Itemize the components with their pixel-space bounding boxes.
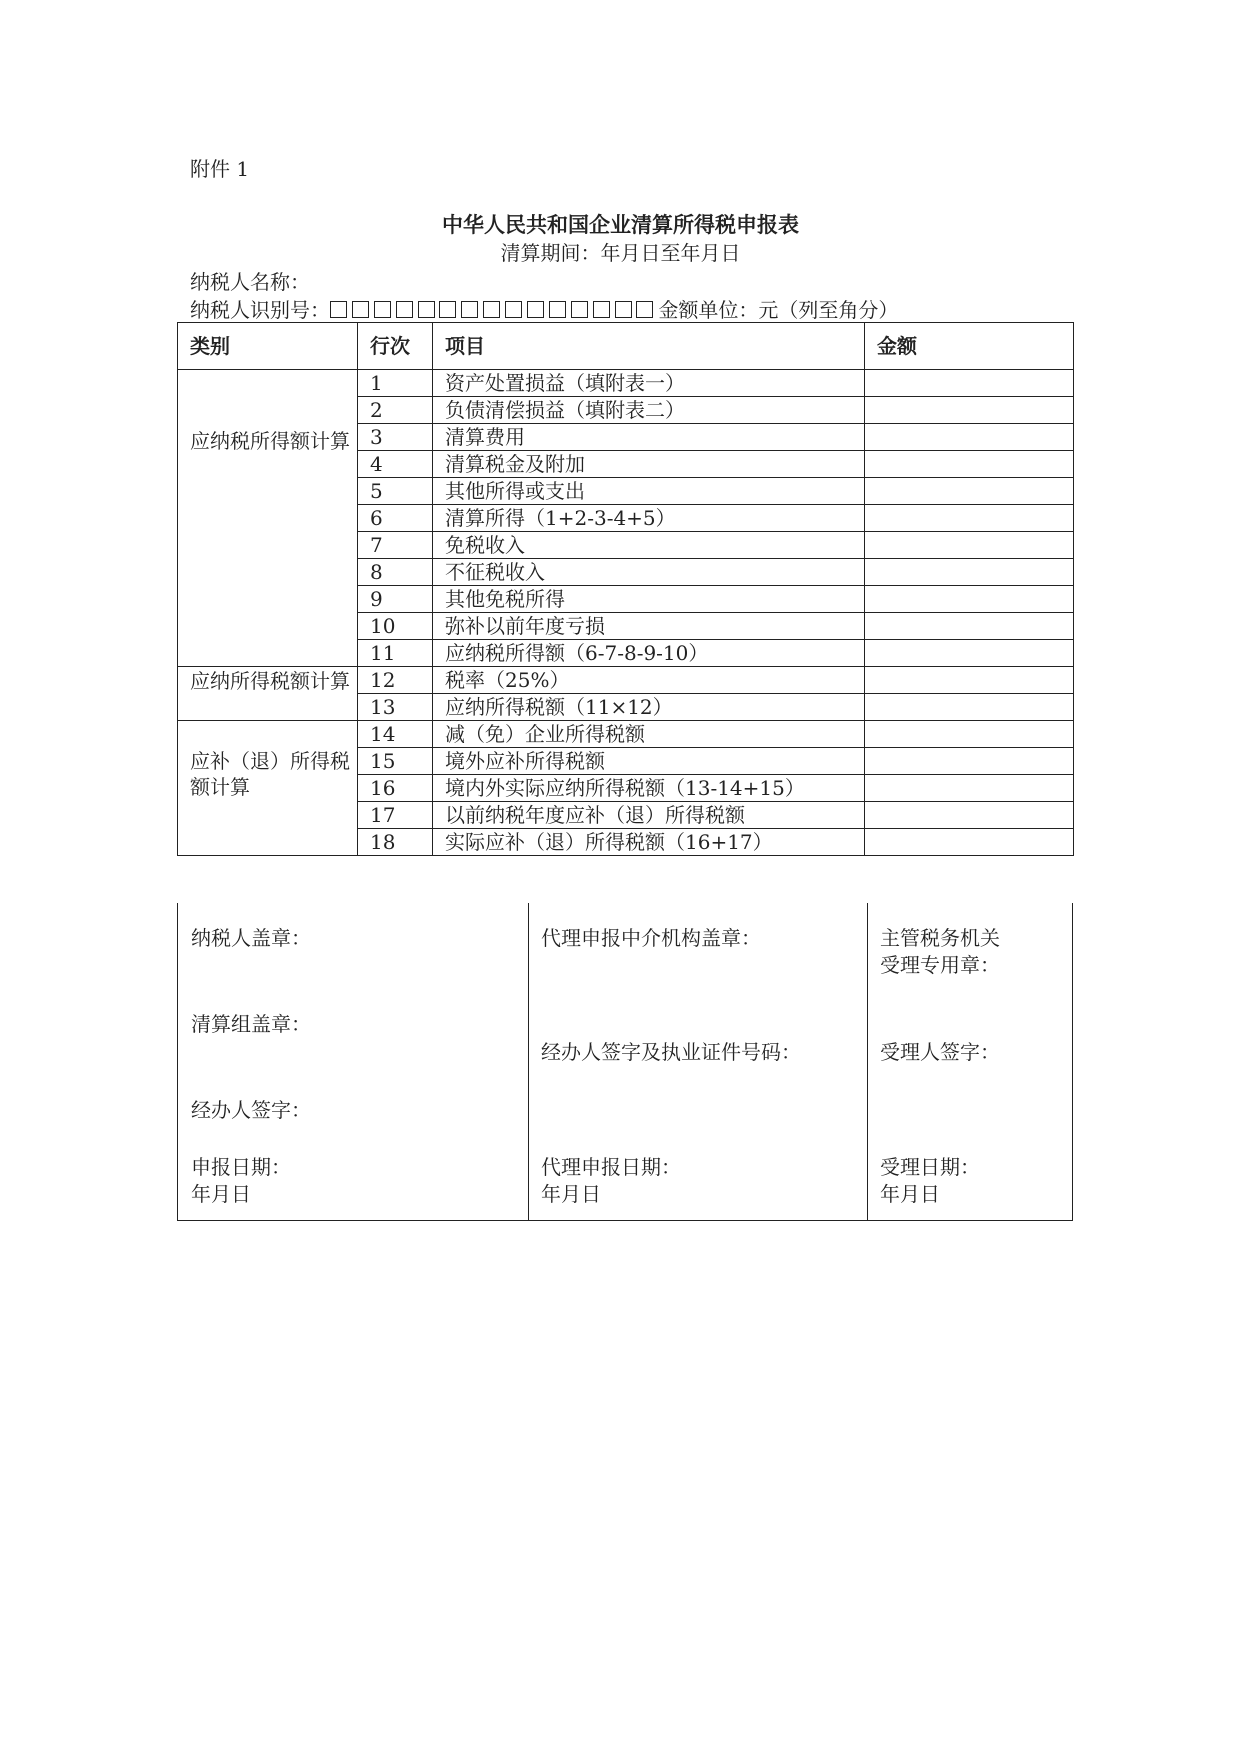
agent-date-value: 年月日 bbox=[541, 1182, 601, 1206]
declaration-date-value: 年月日 bbox=[191, 1182, 251, 1206]
line-no-cell: 14 bbox=[358, 721, 433, 748]
item-cell: 以前纳税年度应补（退）所得税额 bbox=[433, 802, 865, 829]
item-cell: 清算费用 bbox=[433, 424, 865, 451]
item-cell: 境内外实际应纳所得税额（13-14+15） bbox=[433, 775, 865, 802]
taxpayer-id-digit-box[interactable] bbox=[527, 301, 544, 318]
amount-cell[interactable] bbox=[865, 775, 1074, 802]
item-cell: 应纳所得税额（11×12） bbox=[433, 694, 865, 721]
amount-cell[interactable] bbox=[865, 748, 1074, 775]
item-cell: 清算税金及附加 bbox=[433, 451, 865, 478]
line-no-cell: 18 bbox=[358, 829, 433, 856]
taxpayer-id-digit-box[interactable] bbox=[461, 301, 478, 318]
taxpayer-id-digit-box[interactable] bbox=[593, 301, 610, 318]
category-cell: 应纳税所得额计算 bbox=[178, 370, 358, 667]
receiver-sign-label: 受理人签字： bbox=[880, 1040, 1000, 1064]
taxpayer-seal-label: 纳税人盖章： bbox=[191, 926, 311, 950]
declaration-table bbox=[177, 322, 1074, 856]
taxpayer-id-digit-box[interactable] bbox=[352, 301, 369, 318]
table-row bbox=[178, 721, 1074, 748]
category-cell: 应纳所得税额计算 bbox=[178, 667, 358, 721]
line-no-cell: 4 bbox=[358, 451, 433, 478]
amount-cell[interactable] bbox=[865, 829, 1074, 856]
line-no-cell: 8 bbox=[358, 559, 433, 586]
line-no-cell: 2 bbox=[358, 397, 433, 424]
amount-cell[interactable] bbox=[865, 478, 1074, 505]
amount-cell[interactable] bbox=[865, 640, 1074, 667]
receipt-date-value: 年月日 bbox=[880, 1182, 940, 1206]
item-cell: 弥补以前年度亏损 bbox=[433, 613, 865, 640]
amount-cell[interactable] bbox=[865, 505, 1074, 532]
item-cell: 境外应补所得税额 bbox=[433, 748, 865, 775]
taxpayer-id-boxes[interactable] bbox=[330, 298, 658, 322]
taxpayer-name-label: 纳税人名称： bbox=[190, 270, 310, 294]
table-row bbox=[178, 667, 1074, 694]
amount-cell[interactable] bbox=[865, 532, 1074, 559]
authority-seal-label-line1: 主管税务机关 bbox=[880, 926, 1000, 950]
item-cell: 资产处置损益（填附表一） bbox=[433, 370, 865, 397]
taxpayer-id-digit-box[interactable] bbox=[505, 301, 522, 318]
line-no-cell: 5 bbox=[358, 478, 433, 505]
amount-cell[interactable] bbox=[865, 694, 1074, 721]
line-no-cell: 1 bbox=[358, 370, 433, 397]
line-no-cell: 17 bbox=[358, 802, 433, 829]
amount-cell[interactable] bbox=[865, 667, 1074, 694]
amount-cell[interactable] bbox=[865, 802, 1074, 829]
amount-cell[interactable] bbox=[865, 370, 1074, 397]
item-cell: 其他免税所得 bbox=[433, 586, 865, 613]
liquidation-period: 清算期间：年月日至年月日 bbox=[500, 241, 741, 265]
liquidation-group-seal-label: 清算组盖章： bbox=[191, 1012, 311, 1036]
header-amount: 金额 bbox=[865, 323, 1074, 370]
form-title: 中华人民共和国企业清算所得税申报表 bbox=[442, 213, 799, 237]
taxpayer-id-digit-box[interactable] bbox=[330, 301, 347, 318]
taxpayer-id-digit-box[interactable] bbox=[439, 301, 456, 318]
taxpayer-id-digit-box[interactable] bbox=[418, 301, 435, 318]
category-cell: 应补（退）所得税额计算 bbox=[178, 721, 358, 856]
header-category: 类别 bbox=[178, 323, 358, 370]
taxpayer-id-digit-box[interactable] bbox=[571, 301, 588, 318]
header-item: 项目 bbox=[433, 323, 865, 370]
attachment-label: 附件 1 bbox=[190, 157, 250, 181]
item-cell: 负债清偿损益（填附表二） bbox=[433, 397, 865, 424]
line-no-cell: 3 bbox=[358, 424, 433, 451]
line-no-cell: 7 bbox=[358, 532, 433, 559]
line-no-cell: 12 bbox=[358, 667, 433, 694]
amount-cell[interactable] bbox=[865, 586, 1074, 613]
handler-sign-label: 经办人签字： bbox=[191, 1098, 311, 1122]
taxpayer-id-digit-box[interactable] bbox=[483, 301, 500, 318]
taxpayer-id-label: 纳税人识别号： bbox=[190, 298, 330, 322]
agent-seal-label: 代理申报中介机构盖章： bbox=[541, 926, 761, 950]
amount-cell[interactable] bbox=[865, 559, 1074, 586]
amount-unit: 金额单位：元（列至角分） bbox=[658, 298, 899, 322]
item-cell: 免税收入 bbox=[433, 532, 865, 559]
amount-cell[interactable] bbox=[865, 451, 1074, 478]
signature-section bbox=[177, 903, 1073, 1221]
amount-cell[interactable] bbox=[865, 721, 1074, 748]
amount-cell[interactable] bbox=[865, 613, 1074, 640]
agent-date-label: 代理申报日期： bbox=[541, 1155, 681, 1179]
authority-seal-label-line2: 受理专用章： bbox=[880, 953, 1000, 977]
taxpayer-id-digit-box[interactable] bbox=[636, 301, 653, 318]
line-no-cell: 16 bbox=[358, 775, 433, 802]
item-cell: 不征税收入 bbox=[433, 559, 865, 586]
amount-cell[interactable] bbox=[865, 397, 1074, 424]
line-no-cell: 9 bbox=[358, 586, 433, 613]
taxpayer-id-digit-box[interactable] bbox=[549, 301, 566, 318]
signature-divider-1 bbox=[528, 903, 529, 1220]
line-no-cell: 10 bbox=[358, 613, 433, 640]
table-header-row bbox=[178, 323, 1074, 370]
header-line-no: 行次 bbox=[358, 323, 433, 370]
amount-cell[interactable] bbox=[865, 424, 1074, 451]
line-no-cell: 11 bbox=[358, 640, 433, 667]
signature-divider-2 bbox=[867, 903, 868, 1220]
taxpayer-id-digit-box[interactable] bbox=[374, 301, 391, 318]
item-cell: 减（免）企业所得税额 bbox=[433, 721, 865, 748]
agent-sign-label: 经办人签字及执业证件号码： bbox=[541, 1040, 801, 1064]
item-cell: 清算所得（1+2-3-4+5） bbox=[433, 505, 865, 532]
receipt-date-label: 受理日期： bbox=[880, 1155, 980, 1179]
declaration-date-label: 申报日期： bbox=[191, 1155, 291, 1179]
line-no-cell: 15 bbox=[358, 748, 433, 775]
item-cell: 其他所得或支出 bbox=[433, 478, 865, 505]
item-cell: 实际应补（退）所得税额（16+17） bbox=[433, 829, 865, 856]
line-no-cell: 13 bbox=[358, 694, 433, 721]
item-cell: 税率（25%） bbox=[433, 667, 865, 694]
taxpayer-id-digit-box[interactable] bbox=[615, 301, 632, 318]
taxpayer-id-digit-box[interactable] bbox=[396, 301, 413, 318]
line-no-cell: 6 bbox=[358, 505, 433, 532]
taxpayer-id-line bbox=[190, 294, 898, 323]
item-cell: 应纳税所得额（6-7-8-9-10） bbox=[433, 640, 865, 667]
table-row bbox=[178, 370, 1074, 397]
